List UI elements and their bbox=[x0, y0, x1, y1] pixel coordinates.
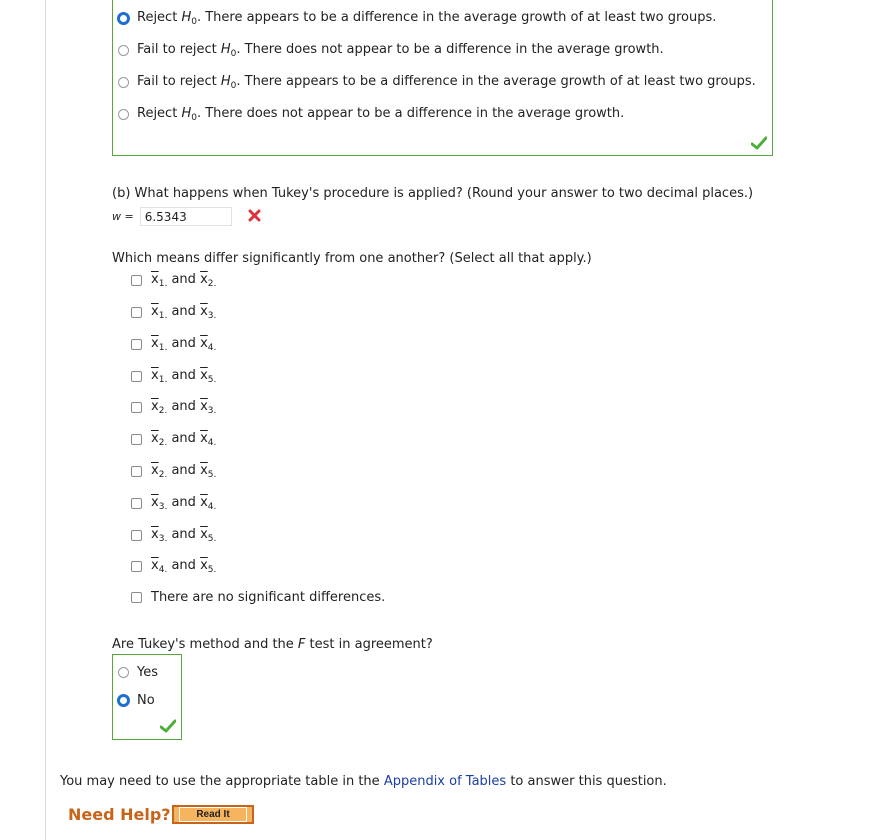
option-reject-differs[interactable]: Reject $H_0$. There appears to be a difference in the average growth of at least two groups. bbox=[118, 8, 716, 28]
part-c-question: Are Tukey's method and the F test in agreement? bbox=[112, 637, 433, 652]
pair-label: $\overline{x}_{2.}$ and $\overline{x}_{5.}$ bbox=[151, 462, 217, 480]
correct-check-icon bbox=[751, 136, 767, 150]
pair-label: $\overline{x}_{1.}$ and $\overline{x}_{3.}$ bbox=[151, 303, 217, 321]
option-reject-no-difference[interactable]: Reject $H_0$. There does not appear to be a difference in the average growth. bbox=[118, 104, 624, 124]
pair-option-3-4[interactable] bbox=[131, 493, 216, 513]
need-help-label: Need Help? bbox=[68, 805, 171, 824]
pair-option-1-4[interactable] bbox=[131, 334, 216, 354]
w-input[interactable]: 6.5343 bbox=[140, 207, 232, 226]
checkbox[interactable] bbox=[131, 530, 142, 541]
checkbox[interactable] bbox=[131, 402, 142, 413]
no-differences-option[interactable] bbox=[131, 587, 385, 607]
checkbox[interactable] bbox=[131, 275, 142, 286]
pair-option-2-4[interactable] bbox=[131, 429, 216, 449]
no-differences-label: There are no significant differences. bbox=[151, 589, 386, 605]
pair-label: $\overline{x}_{1.}$ and $\overline{x}_{4.}$ bbox=[151, 335, 217, 353]
checkbox[interactable] bbox=[131, 307, 142, 318]
part-b-question: (b) What happens when Tukey's procedure is applied? (Round your answer to two decimal places.) bbox=[112, 186, 754, 201]
wrong-x-icon bbox=[248, 209, 261, 222]
radio[interactable] bbox=[118, 45, 129, 56]
pair-option-1-2[interactable] bbox=[131, 270, 216, 290]
pair-label: $\overline{x}_{3.}$ and $\overline{x}_{4.}$ bbox=[151, 494, 217, 512]
checkbox[interactable] bbox=[131, 561, 142, 572]
checkbox[interactable] bbox=[131, 466, 142, 477]
pair-label: $\overline{x}_{2.}$ and $\overline{x}_{4.}$ bbox=[151, 430, 217, 448]
pair-label: $\overline{x}_{1.}$ and $\overline{x}_{5.}$ bbox=[151, 367, 217, 385]
option-no[interactable] bbox=[118, 690, 155, 710]
option-fail-differs[interactable]: Fail to reject $H_0$. There appears to be a difference in the average growth of at least two groups. bbox=[118, 72, 756, 92]
option-fail-no-difference[interactable]: Fail to reject $H_0$. There does not appear to be a difference in the average growth. bbox=[118, 40, 664, 60]
pair-option-1-3[interactable] bbox=[131, 302, 216, 322]
no-label: No bbox=[137, 692, 155, 708]
left-divider bbox=[45, 0, 46, 840]
correct-check-icon bbox=[160, 719, 176, 733]
w-row bbox=[112, 206, 232, 226]
checkbox[interactable] bbox=[131, 592, 142, 603]
checkbox[interactable] bbox=[131, 371, 142, 382]
pair-label: $\overline{x}_{4.}$ and $\overline{x}_{5.}$ bbox=[151, 557, 217, 575]
appendix-link[interactable]: Appendix of Tables bbox=[383, 774, 507, 789]
pair-label: $\overline{x}_{3.}$ and $\overline{x}_{5.}$ bbox=[151, 526, 217, 544]
pair-label: $\overline{x}_{2.}$ and $\overline{x}_{3.}$ bbox=[151, 398, 217, 416]
radio-selected[interactable] bbox=[117, 694, 130, 707]
pair-option-2-3[interactable] bbox=[131, 397, 216, 417]
option-yes[interactable] bbox=[118, 662, 158, 682]
checkbox[interactable] bbox=[131, 498, 142, 509]
radio[interactable] bbox=[118, 667, 129, 678]
appendix-note: You may need to use the appropriate table in the Appendix of Tables to answer this question. bbox=[60, 774, 667, 789]
pair-option-1-5[interactable] bbox=[131, 366, 216, 386]
checkbox[interactable] bbox=[131, 339, 142, 350]
means-question: Which means differ significantly from one another? (Select all that apply.) bbox=[112, 251, 592, 266]
radio-selected[interactable] bbox=[117, 12, 130, 25]
radio[interactable] bbox=[118, 109, 129, 120]
pair-label: $\overline{x}_{1.}$ and $\overline{x}_{2.}$ bbox=[151, 271, 217, 289]
checkbox[interactable] bbox=[131, 434, 142, 445]
pair-option-2-5[interactable] bbox=[131, 461, 216, 481]
pair-option-4-5[interactable] bbox=[131, 556, 216, 576]
yes-label: Yes bbox=[137, 664, 158, 680]
radio[interactable] bbox=[118, 77, 129, 88]
w-label: w = bbox=[112, 209, 134, 223]
pair-option-3-5[interactable] bbox=[131, 525, 216, 545]
read-it-button[interactable]: Read It bbox=[172, 805, 254, 824]
